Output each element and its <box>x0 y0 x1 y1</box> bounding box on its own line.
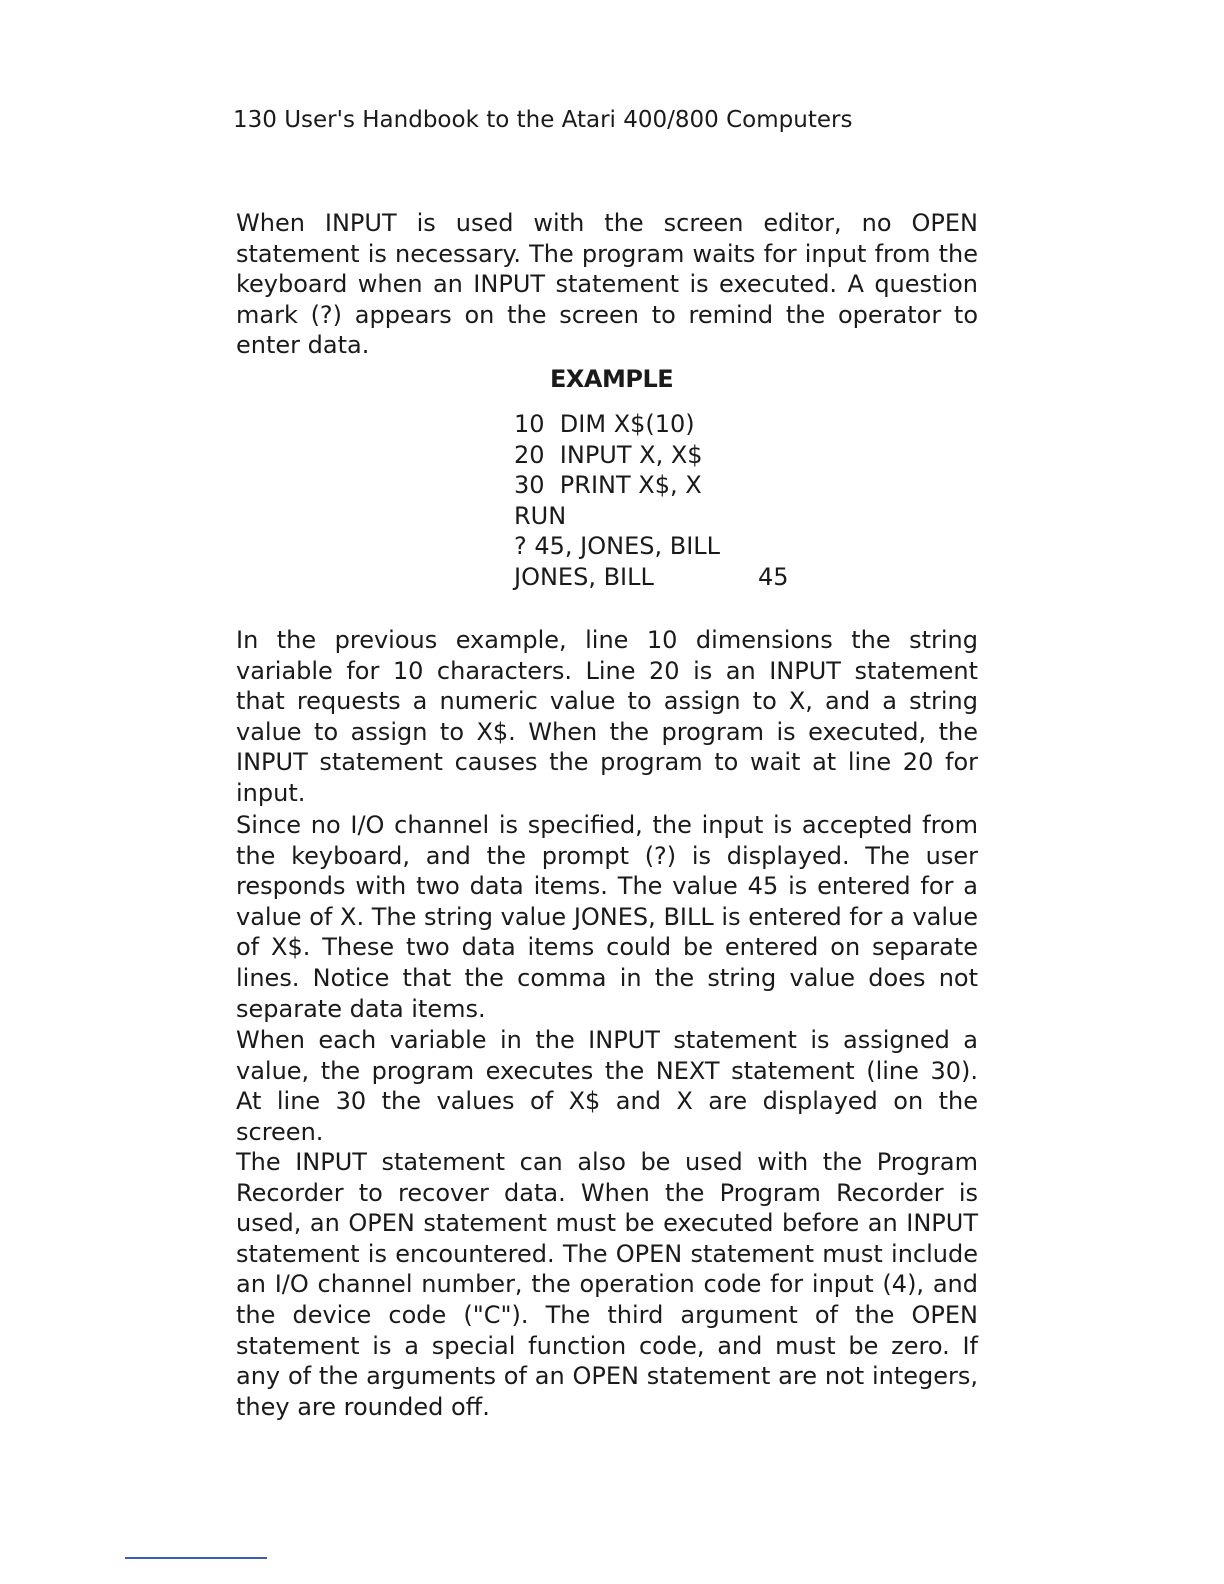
footer-rule <box>125 1557 267 1559</box>
paragraph-1: When INPUT is used with the screen editor, no OPEN statement is necessary. The program waits for input from the keyboard when an INPUT statement is executed. A question mark (?) appears on the screen to remind the operator to enter data. <box>236 209 978 360</box>
paragraph-2: In the previous example, line 10 dimensions the string variable for 10 characters. Line 20 is an INPUT statement that requests a numeric value to assign to X, and a string value to assign to X$. When the program is executed, the INPUT statement causes the program to wait at line 20 for input. <box>236 626 978 807</box>
code-line: ? 45, JONES, BILL <box>514 532 721 561</box>
code-output-line <box>514 562 789 593</box>
paragraph-5: The INPUT statement can also be used with the Program Recorder to recover data. When the Program Recorder is used, an OPEN statement must be executed before an INPUT statement is encountered. The OPEN statement must include an I/O channel number, the operation code for input (4), and the device code ("C"). The third argument of the OPEN statement is a special function code, and must be zero. If any of the arguments of an OPEN statement are not integers, they are rounded off. <box>236 1148 978 1421</box>
code-line: 20 INPUT X, X$ <box>514 440 703 469</box>
paragraph-4: When each variable in the INPUT statement is assigned a value, the program executes the NEXT statement (line 30). At line 30 the values of X$ and X are displayed on the screen. <box>236 1026 978 1146</box>
example-title: EXAMPLE <box>550 365 674 393</box>
code-line: 30 PRINT X$, X <box>514 471 702 500</box>
code-line: 10 DIM X$(10) <box>514 410 695 438</box>
page-header <box>233 104 852 136</box>
output-number: 45 <box>758 562 789 591</box>
output-string: JONES, BILL <box>514 562 654 591</box>
paragraph-3: Since no I/O channel is specified, the input is accepted from the keyboard, and the prompt (?) is displayed. The user responds with two data items. The value 45 is entered for a value of X. The string value JONES, BILL is entered for a value of X$. These two data items could be entered on separate lines. Notice that the comma in the string value does not separate data items. <box>236 811 978 1023</box>
code-line: RUN <box>514 501 567 530</box>
page-number: 130 <box>233 107 277 133</box>
code-example <box>514 409 789 593</box>
book-title: User's Handbook to the Atari 400/800 Computers <box>284 107 853 133</box>
